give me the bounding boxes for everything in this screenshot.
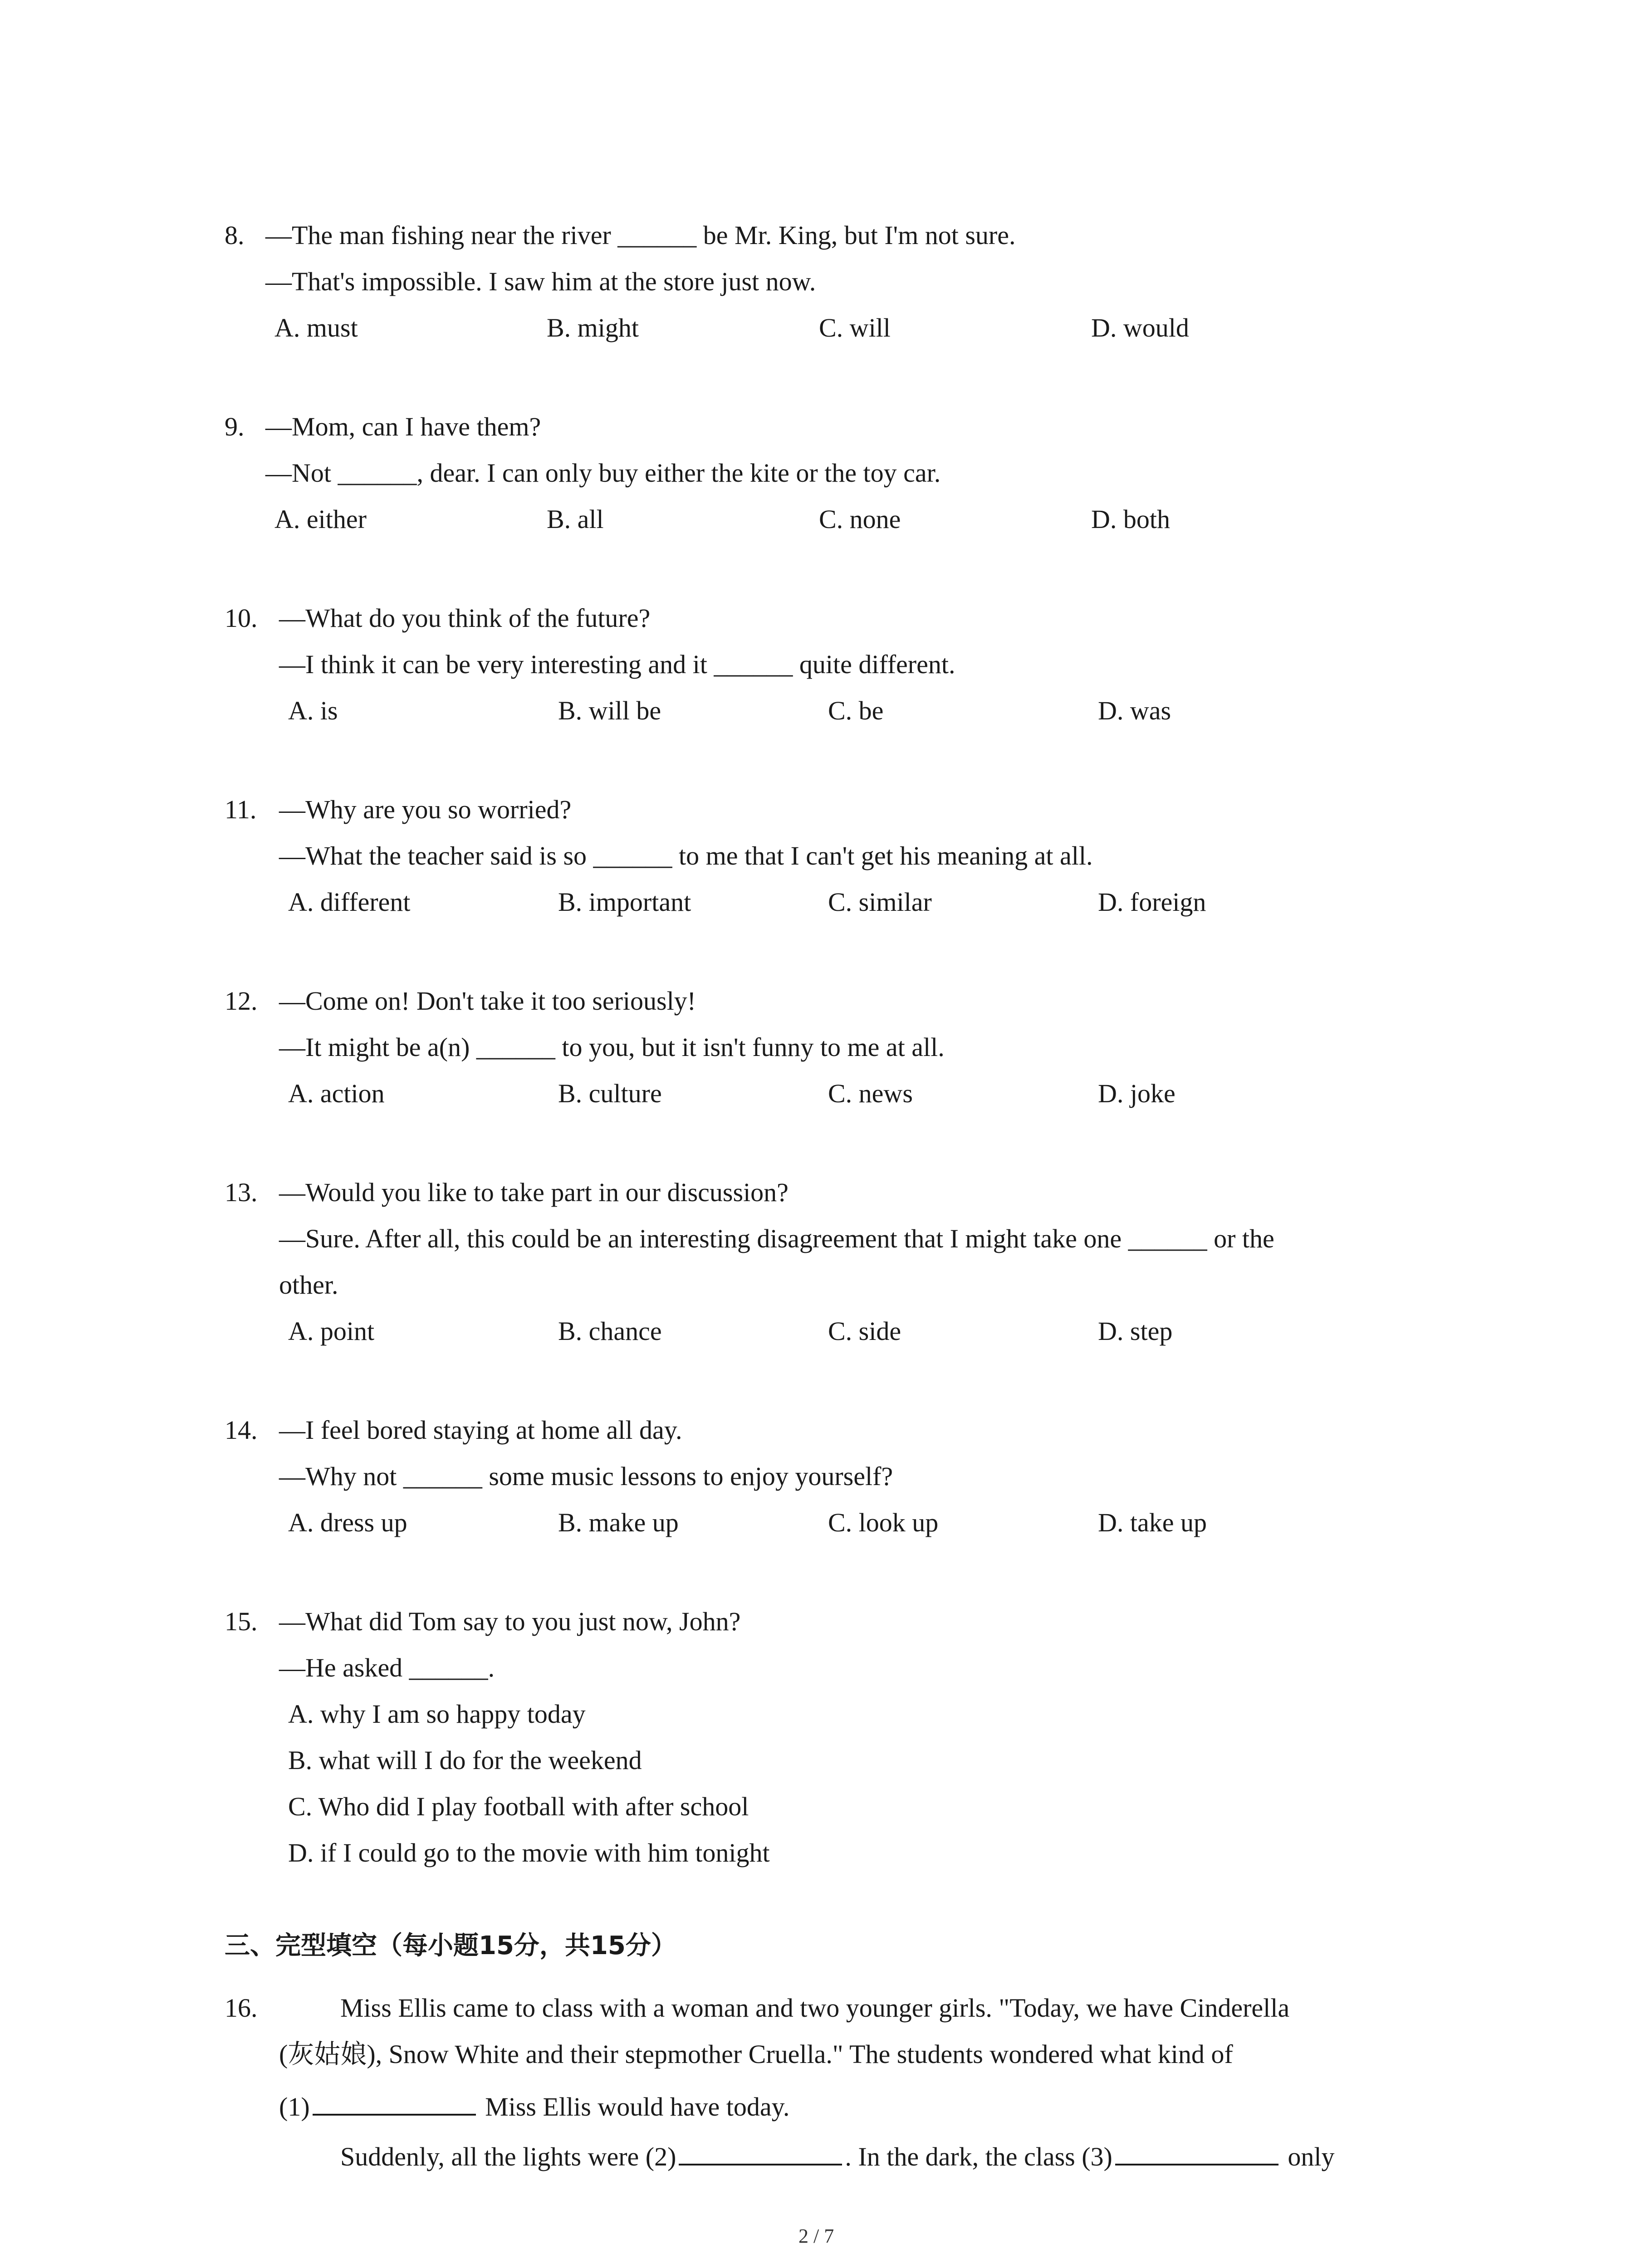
option-b: B. all xyxy=(547,504,604,534)
question-line: —Why not ______ some music lessons to enjoy yourself? xyxy=(279,1461,893,1491)
question-number: 15. xyxy=(225,1607,258,1636)
question-line: —I feel bored staying at home all day. xyxy=(279,1415,682,1445)
option-c: C. Who did I play football with after school xyxy=(288,1792,749,1821)
question-line: —What the teacher said is so ______ to me that I can't get his meaning at all. xyxy=(279,841,1093,870)
option-c: C. news xyxy=(828,1079,913,1108)
question-line: —That's impossible. I saw him at the store just now. xyxy=(265,267,816,296)
blank-1 xyxy=(313,2091,476,2116)
option-a: A. must xyxy=(274,313,358,342)
question-number: 9. xyxy=(225,412,245,441)
question-number: 12. xyxy=(225,986,258,1016)
option-c: C. will xyxy=(819,313,891,342)
question-number: 11. xyxy=(225,795,257,824)
option-a: A. action xyxy=(288,1079,385,1108)
question-line: —Not ______, dear. I can only buy either the kite or the toy car. xyxy=(265,458,941,488)
option-d: D. step xyxy=(1098,1316,1173,1346)
option-a: A. dress up xyxy=(288,1508,407,1537)
question-number: 14. xyxy=(225,1415,258,1445)
question-line: —I think it can be very interesting and it ______ quite different. xyxy=(279,650,955,679)
blank-2 xyxy=(679,2141,842,2165)
question-line: —What did Tom say to you just now, John? xyxy=(279,1607,741,1636)
option-c: C. none xyxy=(819,504,901,534)
passage-line: Miss Ellis came to class with a woman and two younger girls. "Today, we have Cinderella xyxy=(340,1993,1290,2023)
passage-text: . In the dark, the class (3) xyxy=(845,2142,1112,2171)
question-line: —Mom, can I have them? xyxy=(265,412,541,441)
passage-line: (灰姑娘), Snow White and their stepmother Cruella." The students wondered what kind of xyxy=(279,2039,1233,2069)
question-line: —Come on! Don't take it too seriously! xyxy=(279,986,696,1016)
option-c: C. be xyxy=(828,696,884,725)
question-line: —Why are you so worried? xyxy=(279,795,572,824)
option-b: B. what will I do for the weekend xyxy=(288,1745,642,1775)
option-b: B. might xyxy=(547,313,639,342)
option-a: A. point xyxy=(288,1316,375,1346)
question-line: —He asked ______. xyxy=(279,1653,495,1682)
option-b: B. chance xyxy=(558,1316,662,1346)
option-b: B. important xyxy=(558,887,691,917)
question-line: —Would you like to take part in our discussion? xyxy=(279,1178,789,1207)
option-a: A. either xyxy=(274,504,367,534)
question-line: —What do you think of the future? xyxy=(279,603,651,633)
option-d: D. joke xyxy=(1098,1079,1176,1108)
question-line: —The man fishing near the river ______ be Mr. King, but I'm not sure. xyxy=(265,220,1016,250)
question-number: 8. xyxy=(225,220,245,250)
passage-text: Suddenly, all the lights were (2) xyxy=(340,2142,676,2171)
option-d: D. both xyxy=(1091,504,1170,534)
option-b: B. culture xyxy=(558,1079,662,1108)
blank-3 xyxy=(1115,2141,1279,2165)
option-c: C. look up xyxy=(828,1508,939,1537)
option-d: D. if I could go to the movie with him tonight xyxy=(288,1838,770,1867)
passage-line xyxy=(279,2091,789,2120)
option-a: A. different xyxy=(288,887,411,917)
passage-text: only xyxy=(1281,2142,1335,2171)
option-a: A. is xyxy=(288,696,338,725)
passage-line xyxy=(340,2141,1335,2170)
question-line: other. xyxy=(279,1270,338,1300)
option-c: C. similar xyxy=(828,887,932,917)
passage-text: Miss Ellis would have today. xyxy=(478,2092,790,2121)
question-line: —It might be a(n) ______ to you, but it isn't funny to me at all. xyxy=(279,1032,945,1062)
question-number: 10. xyxy=(225,603,258,633)
option-a: A. why I am so happy today xyxy=(288,1699,586,1729)
option-d: D. would xyxy=(1091,313,1189,342)
option-c: C. side xyxy=(828,1316,901,1346)
option-d: D. foreign xyxy=(1098,887,1206,917)
question-line: —Sure. After all, this could be an interesting disagreement that I might take one ______ or the xyxy=(279,1224,1274,1253)
question-number: 13. xyxy=(225,1178,258,1207)
page-number: 2 / 7 xyxy=(798,2225,834,2247)
option-d: D. was xyxy=(1098,696,1171,725)
option-b: B. make up xyxy=(558,1508,679,1537)
question-number: 16. xyxy=(225,1993,258,2023)
section-heading: 三、完型填空（每小题15分，共15分） xyxy=(225,1931,676,1960)
blank-label: (1) xyxy=(279,2092,310,2121)
option-b: B. will be xyxy=(558,696,661,725)
option-d: D. take up xyxy=(1098,1508,1207,1537)
